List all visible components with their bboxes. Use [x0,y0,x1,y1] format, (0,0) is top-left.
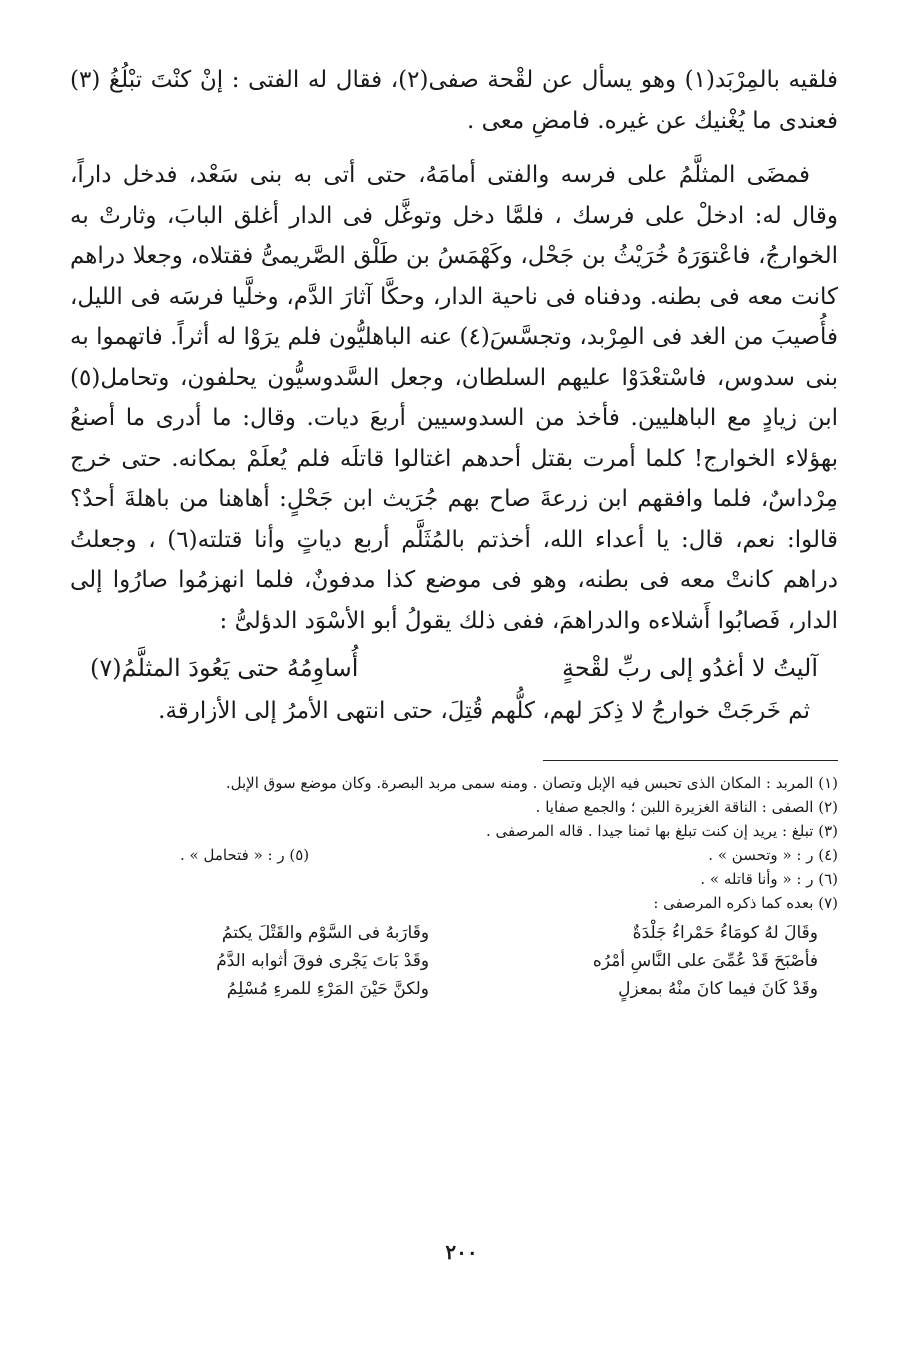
footnote-5: (٥) ر : « فتحامل » . [180,845,310,864]
poem-hemistich-left: وقَارَبهُ فى السَّوْم والقَتْلَ يكتمُ [221,922,430,943]
footnote-1: (١) المربد : المكان الذى تحبس فيه الإبل وتصان . ومنه سمى مربد البصرة. وكان موضع سوق الإبل. [225,773,838,792]
footnote-4: (٤) ر : « وتحسن » . [708,845,838,864]
footnote-poem-line [70,975,838,1003]
footnote-divider [543,760,838,761]
main-text [70,60,838,732]
footnote-7: (٧) بعده كما ذكره المرصفى : [653,893,838,912]
poem-hemistich-right: وقَالَ لهُ كومَاءُ حَمْراءُ جَلْدَةٌ [632,922,818,943]
footnotes [70,771,838,1003]
footnote-6: (٦) ر : « وأنا قاتله » . [700,869,838,888]
footnote-row-4-5 [70,843,838,867]
paragraph-3: ثم خَرجَتْ خوارجُ لا ذِكرَ لهم، كلُّهم قُتِلَ، حتى انتهى الأمرُ إلى الأزارقة. [158,698,810,724]
poem-hemistich-right: وقَدْ كَانَ فيما كانَ منْهُ بمعزلٍ [618,978,818,999]
footnote-poem-line [70,947,838,975]
verse-line [70,641,838,691]
verse-first-hemistich: آليتُ لا أغدُو إلى ربِّ لقْحةٍ [561,654,818,682]
verse-second-hemistich: أُساوِمُهُ حتى يَعُودَ المثلَّمُ(٧) [90,654,359,682]
book-page [70,60,838,1003]
poem-hemistich-left: ولكنَّ حَيْنَ المَرْءِ للمرءِ مُسْلِمُ [226,978,430,999]
footnote-2: (٢) الصفى : الناقة الغزيرة اللبن ؛ والجمع صفايا . [535,797,838,816]
paragraph-2: فمضَى المثلَّمُ على فرسه والفتى أمامَهُ، حتى أتى به بنى سَعْد، فدخل داراً، وقال له: ادخلْ على فرسك ، فلمَّا دخل وتوغَّل فى الدار أغلق البابَ، وثارتْ به الخوارجُ، فاعْتوَرَهُ خُرَيْثُ بن جَحْل، وكَهْمَسُ بن طَلْق الصَّريمىُّ فقتلاه، وجعلا دراهم كانت معه فى بطنه. ودفناه فى ناحية الدار، وحكَّا آثارَ الدَّم، وخلَّيا فرسَه فى الليل، فأُصيبَ من الغد فى المِرْبد، وتجسَّسَ(٤) عنه الباهليُّون فلم يرَوْا له أثراً. فاتهموا به بنى سدوس، فاسْتعْدَوْا عليهم السلطان، وجعل السَّدوسيُّون يحلفون، وتحامل(٥) ابن زيادٍ مع الباهليين. فأخذ من السدوسيين أربعَ ديات. وقال: ما أدرى ما أصنعُ بهؤلاء الخوارج! كلما أمرت بقتل أحدهم اغتالوا قاتلَه فلم يُعلَمْ بمكانه. حتى خرج مِرْداسٌ، فلما وافقهم ابن زرعةَ صاح بهم جُرَيث ابن جَحْلٍ: أهاهنا من باهلةَ أحدٌ؟ قالوا: نعم، قال: يا أعداء الله، أخذتم بالمُثَلَّم أربع دياتٍ وأنا قتلته(٦) ، وجعلتُ دراهم كانتْ معه فى بطنه، وهو فى موضع كذا مدفونٌ، فلما انهزمُوا صارُوا إلى الدار، فَصابُوا أَشلاءه والدراهمَ، ففى ذلك يقولُ أبو الأسْوَد الدؤلىُّ : [70,162,838,634]
poem-hemistich-left: وقَدْ بَاتَ يَجْرى فوقَ أثوابه الدَّمُ [216,950,430,971]
footnote-poem [70,919,838,1003]
page-number: ٢٠٠ [445,1240,478,1264]
footnote-3: (٣) تبلغ : يريد إن كنت تبلغ بها ثمنا جيدا . قاله المرصفى . [485,821,838,840]
poem-hemistich-right: فأصْبَحَ قَدْ عُمِّىَ على النَّاسِ أمْرُه [592,950,818,971]
paragraph-1: فلقيه بالمِرْبَد(١) وهو يسأل عن لقْحة صفى(٢)، فقال له الفتى : إنْ كنْتَ تبْلُغُ (٣) فعندى ما يُغْنيك عن غيره. فامضِ معى . [70,67,838,134]
footnote-poem-line [70,919,838,947]
